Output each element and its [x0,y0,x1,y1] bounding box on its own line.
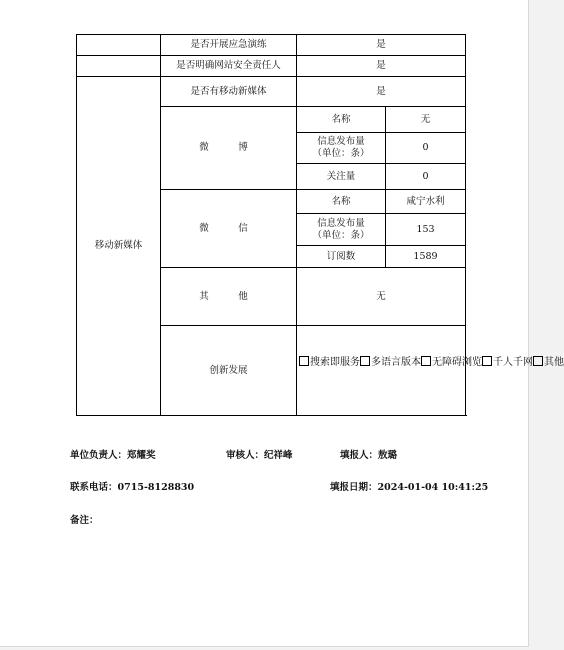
filler: 填报人：敖璐 [340,450,398,461]
field-value: 153 [386,214,466,246]
reviewer: 审核人：纪祥峰 [226,450,293,461]
row-value: 是 [297,56,466,77]
table-row [77,77,466,107]
checkbox-icon[interactable] [533,356,543,366]
checkbox-icon[interactable] [421,356,431,366]
option-search-service[interactable] [299,357,360,368]
weibo-label: 微 博 [161,107,297,190]
option-label: 千人千网 [493,357,533,368]
other-label: 其 他 [161,268,297,326]
innovation-options [297,326,564,416]
field-label: 关注量 [297,164,386,190]
field-label: 名称 [297,107,386,133]
option-personalized[interactable] [482,357,533,368]
section-label-mobile: 移动新媒体 [77,77,161,416]
option-multilingual[interactable] [360,357,421,368]
wechat-label: 微 信 [161,190,297,268]
other-value: 无 [297,268,466,326]
label-line: 信息发布量 [317,217,365,229]
checkbox-icon[interactable] [299,356,309,366]
row-label: 是否开展应急演练 [161,35,297,56]
field-value: 1589 [386,246,466,268]
label-line: （单位：条） [312,229,370,241]
option-label: 无障碍浏览 [432,357,482,368]
table-row [77,35,466,56]
table-row [77,56,466,77]
field-value: 0 [386,164,466,190]
row-label: 是否明确网站安全责任人 [161,56,297,77]
label-line: 信息发布量 [317,136,365,147]
remarks-label: 备注： [70,515,99,526]
option-other[interactable] [533,357,564,368]
row-label: 是否有移动新媒体 [161,77,297,107]
field-label: 订阅数 [297,246,386,268]
row-value: 是 [297,77,466,107]
empty-cell [77,56,161,77]
option-label: 其他 [544,357,564,368]
field-label [297,214,386,246]
option-label: 多语言版本 [371,357,421,368]
field-value: 咸宁水利 [386,190,466,214]
fill-date: 填报日期：2024-01-04 10:41:25 [330,482,489,493]
field-label [297,133,386,164]
unit-head: 单位负责人：郑耀奖 [70,450,156,461]
option-accessibility[interactable] [421,357,482,368]
field-value: 无 [386,107,466,133]
contact-phone: 联系电话：0715-8128830 [70,482,195,493]
checkbox-icon[interactable] [482,356,492,366]
section-label-innovation: 创新发展 [161,326,297,416]
field-label: 名称 [297,190,386,214]
option-label: 搜索即服务 [310,357,360,368]
media-info-table [76,34,564,416]
empty-cell [77,35,161,56]
field-value: 0 [386,133,466,164]
checkbox-icon[interactable] [360,356,370,366]
label-line: （单位：条） [312,148,370,159]
row-value: 是 [297,35,466,56]
